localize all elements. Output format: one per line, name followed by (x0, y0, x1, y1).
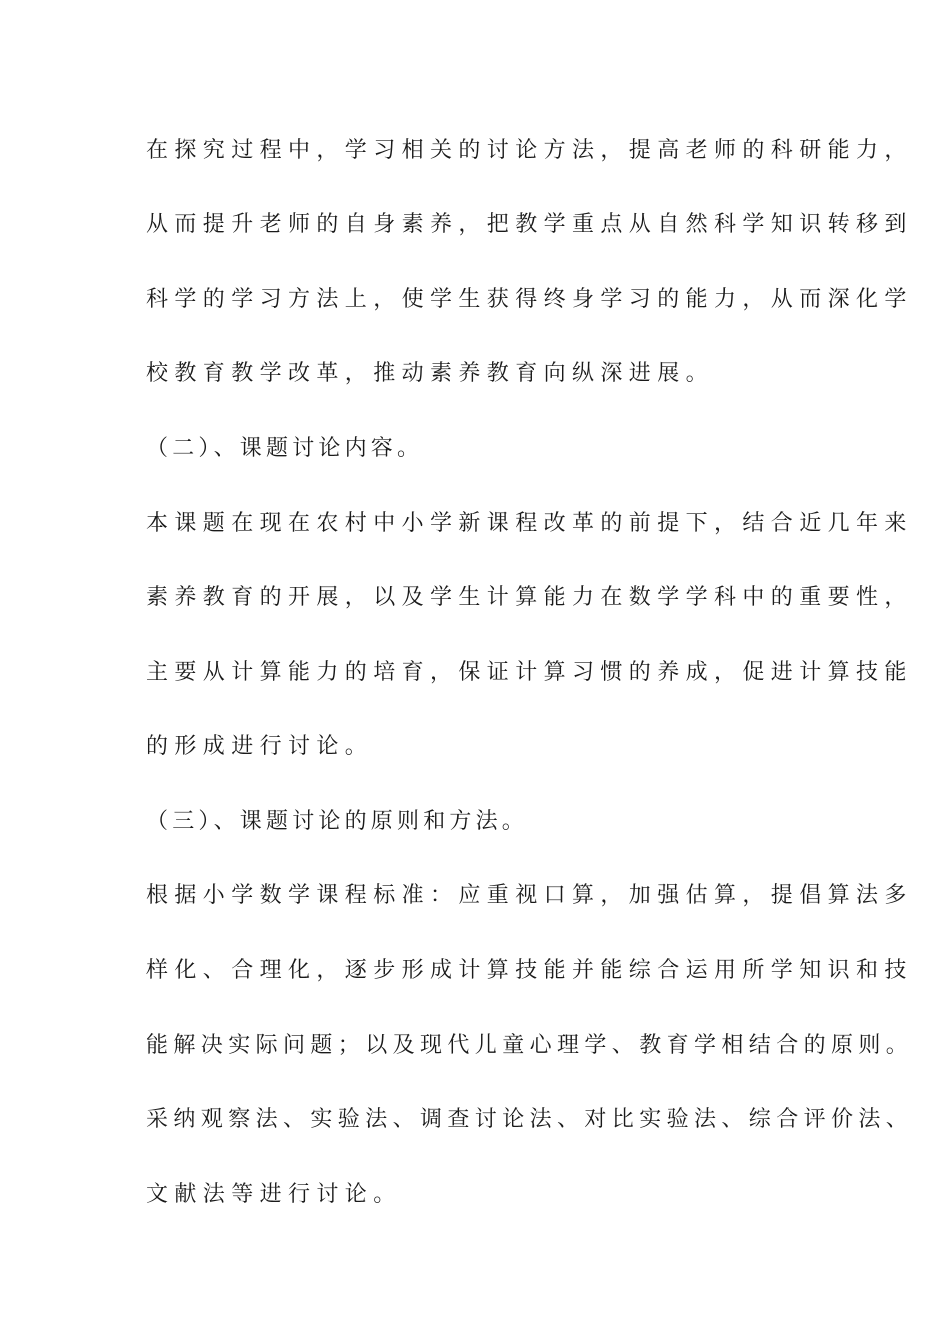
paragraph-3-line-5: 文献法等进行讨论。 (146, 1182, 402, 1207)
section-heading-2: （二）、课题讨论内容。 (146, 436, 424, 461)
paragraph-3-line-4: 采纳观察法、实验法、调查讨论法、对比实验法、综合评价法、 (146, 1107, 914, 1132)
paragraph-1-line-2: 从而提升老师的自身素养，把教学重点从自然科学知识转移到 (146, 212, 913, 237)
paragraph-2-line-2: 素养教育的开展，以及学生计算能力在数学学科中的重要性， (146, 585, 913, 610)
paragraph-2-line-1: 本课题在现在农村中小学新课程改革的前提下，结合近几年来 (146, 511, 913, 536)
paragraph-3-line-3: 能解决实际问题；以及现代儿童心理学、教育学相结合的原则。 (146, 1033, 914, 1058)
paragraph-3-line-1: 根据小学数学课程标准：应重视口算，加强估算，提倡算法多 (146, 883, 913, 908)
paragraph-1-line-1: 在探究过程中，学习相关的讨论方法，提高老师的科研能力， (146, 138, 913, 163)
section-heading-3: （三）、课题讨论的原则和方法。 (146, 809, 529, 834)
paragraph-1-line-4: 校教育教学改革，推动素养教育向纵深进展。 (146, 361, 715, 386)
paragraph-3-line-2: 样化、合理化，逐步形成计算技能并能综合运用所学知识和技 (146, 958, 913, 983)
paragraph-1-line-3: 科学的学习方法上，使学生获得终身学习的能力，从而深化学 (146, 287, 913, 312)
paragraph-2-line-3: 主要从计算能力的培育，保证计算习惯的养成，促进计算技能 (146, 660, 913, 685)
paragraph-2-line-4: 的形成进行讨论。 (146, 734, 374, 759)
